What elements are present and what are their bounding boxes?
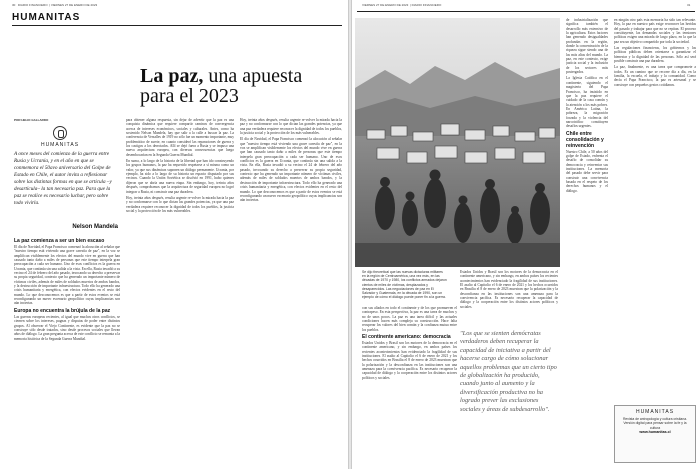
left-column-2: [126, 118, 234, 464]
left-column-3: [240, 118, 342, 464]
body-paragraph: En suma, a lo largo de la historia de la libertad que han ido construyendo los grupos humanos, la paz ha requerido respetarse a sí misma como un valor, ya que sus dinámicas suponen un diálogo permanente. Ucrania, por ejemplo, ha sido a lo largo de su historia un espacio disputado por sus vecinos. Cuando la Unión Soviética se disolvió en 1991, hubo quienes dijeron que se abría una nueva etapa. Sin embargo, hoy, treinta años después, comprobamos que la arquitectura de seguridad europea no logró integrar a Rusia, ni construir una paz duradera.: [126, 159, 234, 194]
humanitas-emblem-icon: [53, 126, 67, 140]
landscape-photo: [355, 18, 560, 267]
subhead-europe: Europa no encuentra la brújula de la paz: [14, 307, 111, 314]
ad-text: Revista de antropología y cultura cristiana. Versión digital para pensar sobre la fe y la cultura: [622, 417, 688, 430]
body-paragraph: Las guerras europeas recientes, al igual que muchos otros conflictos, se ciernen sobre los intereses, pugnas y disputas de poder entre distintos grupos. Al observar el Viejo Continente, es evidente que la paz no se construye sólo desde tratados, sino desde procesos sociales que llevan años de diálogo. La gran pregunta acerca de este conflicto se remonta a la memoria histórica de la Segunda Guerra Mundial.: [14, 314, 120, 341]
body-paragraph: Estados Unidos y Brasil son los motores de la democracia en el continente americano, y sin embargo, en ambos países los recientes acontecimientos han evidenciado la fragilidad de sus instituciones. El asalto al Capitolio el 6 de enero de 2021 y los hechos ocurridos en Brasilia el 8 de enero de 2023 muestran que la polarización y la desconfianza en las instituciones son una amenaza para la convivencia pacífica. Es necesario recuperar la capacidad de diálogo y la cooperación entre los distintos actores políticos y sociales.: [460, 270, 558, 309]
ad-url-link[interactable]: www.humanitas.cl: [639, 430, 671, 435]
left-paper-name: DIARIO FINANCIERO: [17, 3, 48, 7]
header-rule: [357, 11, 695, 12]
body-paragraph: Las regulaciones financieras, los gobiernos y las políticas públicas deben orientarse a garantizar el bienestar y la dignidad de las personas. Sólo así será posible construir una paz duradera.: [614, 46, 696, 64]
section-label: HUMANITAS: [12, 12, 81, 23]
ad-logo-text: HUMANITAS: [635, 409, 675, 415]
right-column-1: [362, 306, 457, 464]
humanitas-ad[interactable]: [614, 405, 696, 463]
body-paragraph: para obtener alguna respuesta, sin dejar de advertir que la paz es una conquista dinámica que requiere compartir caminos de convergencia acerca de intereses económicos, sociales y culturales. Antes, como ha sostenido Nelson Mandela, hay que salir a la calle a buscar la paz. La conferencia de Versalles de 1919 no sólo fue un momento importante, muy problemático de suerte, en cuanto consideró las reparaciones de guerra y los castigos a los derrotados. Allí se dejó fuera a Rusia y se impuso una nueva arquitectura europea, con diversas consecuencias que luego desembocarían en la Segunda Guerra Mundial.: [126, 118, 234, 157]
logo-text: HUMANITAS: [40, 142, 80, 148]
left-date: VIERNES 27 DE ENERO DE 2023: [50, 3, 98, 7]
subhead-chile: Chile entre consolidación y reinvención: [566, 130, 604, 149]
left-column-1: [14, 236, 120, 464]
section-rule: [12, 25, 342, 26]
body-paragraph: La paz, finalmente, es una tarea que compromete a todos. Es un camino que se recorre día a día, en la familia, la escuela, el trabajo y la comunidad. Como decía el Papa Francisco, la paz es artesanal y se construye con pequeños gestos cotidianos.: [614, 65, 696, 87]
left-page-number: 30: [12, 3, 16, 7]
body-paragraph: con sus aliados en todo el continente y de los que promueven el contrapeso. En esta perspectiva, la paz es una tarea de muchos y no de unos pocos. La paz es una tarea difícil y las actuales condiciones hacen más compleja su construcción. Hace falta recuperar los valores del bien común y la confianza mutua entre los pueblos.: [362, 306, 457, 332]
body-paragraph: El día de Navidad, el Papa Francisco comenzó la alocución al señalar que "nuestro tiempo está viviendo una grave carestía de paz", en la voz se amplifican visiblemente los efectos del mundo vive en guerra que han causado tanto daño a miles de personas que este tiempo interpela gran preocupación a cada ser humano. Uno de esos conflictos es la guerra en Ucrania, que continúa sin una salida a la vista. En ella, Rusia invadió a su vecino el 24 de febrero del año pasado, invocando su derecho a preservar su propia seguridad, contexto que ha generado un importante número de víctimas civiles, además de miles de soldados muertos de ambos bandos, y la destrucción de importante infraestructura. Todo ello ha generado una crisis humanitaria y energética, con efectos evidentes en el resto del mundo. Lo que desconocemos es que a partir de estos eventos se está reconfigurando un nuevo escenario geopolítico cuyas implicancias son aún inciertas.: [240, 137, 342, 203]
refugee-camp-photo: [355, 18, 560, 267]
right-column-2: [566, 18, 608, 464]
body-paragraph: Nuestro Chile, a 50 años del golpe de Estado, enfrenta el desafío de consolidar su democracia y reinventar sus instituciones. La memoria del pasado debe servir para construir una convivencia basada en el respeto de los derechos humanos y el diálogo.: [566, 149, 608, 193]
byline: POR HELIO GALLARDO: [14, 118, 49, 122]
right-page-number: 31: [687, 3, 691, 7]
pull-quote: "Los que se sienten demócratas verdaderos deben recuperar la capacidad de iniciativa a partir del hacerse cargo de cómo solucionar aquellos problemas que un cierto tipo de globalización ha producido, cuando junto al aumento y la diversificación productiva no ha logrado prever las exclusiones sociales y áreas de subdesarrollo".: [460, 330, 557, 413]
humanitas-logo: [30, 126, 90, 148]
subhead-americas: El continente americano: democracia: [362, 334, 451, 341]
right-paper-name: DIARIO FINANCIERO: [411, 3, 442, 7]
headline: [140, 66, 340, 106]
intro-quote: A once meses del comienzo de la guerra entre Rusia y Ucrania, y en el año en que se conmemora el 50avo aniversario del Golpe de Estado en Chile, el autor invita a reflexionar sobre las distintas formas en que se articula –y desarticula– la tan necesaria paz. Para que la paz se realice es necesario luchar, pero sobre todo vivirla.: [14, 151, 112, 206]
left-page: [0, 0, 348, 469]
body-paragraph: Estados Unidos y Brasil son los motores de la democracia en el continente americano, y sin embargo, en ambos países los recientes acontecimientos han evidenciado la fragilidad de sus instituciones. El asalto al Capitolio el 6 de enero de 2021 y los hechos ocurridos en Brasilia el 8 de enero de 2023 muestran que la polarización y la desconfianza en las instituciones son una amenaza para la convivencia pacífica. Es necesario recuperar la capacidad de diálogo y la cooperación entre los distintos actores políticos y sociales.: [362, 341, 457, 380]
right-page: [352, 0, 700, 469]
body-paragraph: Hoy, treinta años después, resulta urgente re-volver la mirada hacia la paz y no conformarse con lo que dictan las grandes potencias, ya que una paz verdadera requiere reconocer la dignidad de todos los pueblos, la justicia social y la protección de los más vulnerables.: [126, 195, 234, 213]
quote-author: Nelson Mandela: [72, 224, 118, 230]
left-folio: 30 DIARIO FINANCIERO | VIERNES 27 DE ENERO DE 2023: [12, 3, 98, 7]
body-paragraph: de industrialización que significa también el desarrollo más extensivo de la agricultura. Estos factores han generado desigualdades profundas en la región, donde la concentración de la riqueza sigue siendo una de las más altas del mundo. La paz, en este contexto, exige justicia social y la inclusión de los sectores más postergados.: [566, 18, 608, 75]
body-paragraph: Hoy, treinta años después, resulta urgente re-volver la mirada hacia la paz y no conformarse con lo que dictan las grandes potencias, ya que una paz verdadera requiere reconocer la dignidad de todos los pueblos, la justicia social y la protección de los más vulnerables.: [240, 118, 342, 136]
body-paragraph: La Iglesia Católica en el continente, siguiendo el magisterio del Papa Francisco, ha insistido en que la paz requiere el cuidado de la casa común y la atención a los más pobres. En América Latina, la pobreza, la migración forzada y la violencia del narcotráfico constituyen desafíos urgentes.: [566, 76, 608, 129]
headline-light: una apuesta para el 2023: [140, 65, 303, 107]
right-column-1b: [460, 270, 558, 328]
headline-bold: La paz,: [140, 65, 204, 87]
right-folio: VIERNES 27 DE ENERO DE 2023 | DIARIO FINANCIERO: [362, 3, 442, 7]
body-paragraph: en ningún otro país esta memoria ha sido tan relevante. Hoy, la paz en nuestro país exige reconocer las heridas del pasado y trabajar para que no se repitan. El proceso constituyente, las demandas sociales y las tensiones políticas exigen una mirada de largo plazo, en la que la paz sea un objetivo compartido por toda la sociedad.: [614, 18, 696, 44]
photo-caption: Se dijo theoretical que las nuevas dictaduras militares en la región de Centroamérica, una vez más, en las décadas de 1970 y 1980, los conflictos armados dejaron cientos de miles de víctimas, desplazados y desaparecidos. Las negociaciones de paz en El Salvador y Guatemala, en la década de 1990, son un ejemplo de cómo el diálogo puede poner fin a la guerra.: [362, 270, 447, 300]
body-paragraph: El día de Navidad, el Papa Francisco comenzó la alocución al señalar que "nuestro tiempo está viviendo una grave carestía de paz", en la voz se amplifican visiblemente los efectos del mundo vive en guerra que han causado tanto daño a miles de personas que este tiempo interpela gran preocupación a cada ser humano. Uno de esos conflictos es la guerra en Ucrania, que continúa sin una salida a la vista. En ella, Rusia invadió a su vecino el 24 de febrero del año pasado, invocando su derecho a preservar su propia seguridad, contexto que ha generado un importante número de víctimas civiles, además de miles de soldados muertos de ambos bandos, y la destrucción de importante infraestructura. Todo ello ha generado una crisis humanitaria y energética, con efectos evidentes en el resto del mundo. Lo que desconocemos es que a partir de estos eventos se está reconfigurando un nuevo escenario geopolítico cuyas implicancias son aún inciertas.: [14, 245, 120, 306]
right-date: VIERNES 27 DE ENERO DE 2023: [362, 3, 409, 7]
right-column-3: [614, 18, 696, 400]
subhead-scarce-peace: La paz comienza a ser un bien escaso: [14, 238, 105, 244]
